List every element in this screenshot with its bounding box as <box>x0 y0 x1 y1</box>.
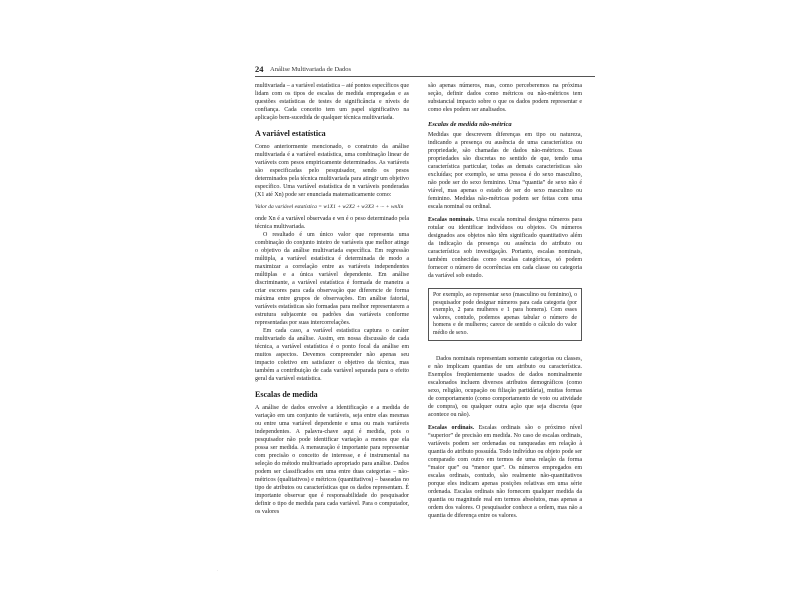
variate-paragraph-1: Como anteriormente mencionado, o construto da análise multivariada é a variável estatística, uma combinação linear de variáveis com pesos empiricamente determinados. As variáveis são especificadas pelo pesquisador, sendo os pesos determinados pela técnica multivariada para atingir um objetivo específico. Uma variável estatística de n variáveis ponderadas (X1 até Xn) pode ser enunciada matematicamente como: <box>255 144 409 198</box>
ordinal-text: Escalas ordinais são o próximo nível “superior” de precisão em medida. No caso de escalas ordinais, variáveis podem ser ordenadas ou ranqueadas em relação à quantia do atributo possuída. Todo indivíduo ou objeto pode ser comparado com outro em termos de uma relação da forma “maior que” ou “menor que”. Os números empregados em escalas ordinais, contudo, são realmente não-quantitativos porque eles indicam apenas posições relativas em uma série ordenada. Escalas ordinais não fornecem qualquer medida da quantia ou magnitude real em termos absolutos, mas apenas a ordem dos valores. O pesquisador conhece a ordem, mas não a quantia de diferença entre os valores. <box>428 425 582 519</box>
heading-nonmetric: Escalas de medida não-métrica <box>428 121 512 128</box>
scan-speck: . <box>217 567 218 572</box>
right-column <box>428 82 582 520</box>
running-title: Análise Multivariada de Dados <box>270 66 352 73</box>
intro-paragraph: multivariada – a variável estatística – até pontos específicos que lidam com os tipos de escalas de medida empregadas e as questões estatísticas de testes de significância e níveis de confiança. Cada conceito tem um papel significativo na aplicação bem-sucedida de qualquer técnica multivariada. <box>255 83 409 121</box>
nominal-label: Escalas nominais. <box>428 217 474 223</box>
page-number: 24 <box>255 64 264 74</box>
nominal-paragraph-2: Dados nominais representam somente categorias ou classes, e não implicam quantias de um atributo ou característica. Exemplos freqüentemente usados de dados nominalmente escalonados incluem diversos atributos demográficos (como sexo, religião, ocupação ou filiação partidária), muitas formas de comportamento (como comportamento de voto ou atividade de compra), ou qualquer outra ação que seja discreta (que acontece ou não). <box>428 356 582 418</box>
nonmetric-paragraph-1: Medidas que descrevem diferenças em tipo ou natureza, indicando a presença ou ausência de uma característica ou propriedade, são chamadas de dados não-métricos. Essas propriedades são discretas no sentido de que, tendo uma característica particular, todas as demais características são excluídas; por exemplo, se uma pessoa é do sexo masculino, não pode ser do sexo feminino. Uma “quantia” de sexo não é viável, mas apenas o estado de ser do sexo masculino ou feminino. Medidas não-métricas podem ser feitas com uma escala nominal ou ordinal. <box>428 132 582 210</box>
nominal-paragraph <box>428 216 582 280</box>
scales-paragraph-1: A análise de dados envolve a identificação e a medida de variação em um conjunto de variáveis, seja entre elas mesmas ou entre uma variável dependente e uma ou mais variáveis independentes. A palavra-chave aqui é medida, pois o pesquisador não pode identificar variação a menos que ela possa ser medida. A mensuração é importante para representar com precisão o conceito de interesse, e é instrumental na seleção do método multivariado apropriado para análise. Dados podem ser classificados em uma entre duas categorias – não-métricos (qualitativos) e métricos (quantitativos) – baseadas no tipo de atributos ou características que os dados representam. É importante observar que é responsabilidade do pesquisador definir o tipo de medida para cada variável. Para o computador, os valores <box>255 405 409 515</box>
variate-paragraph-3: O resultado é um único valor que representa uma combinação do conjunto inteiro de variáveis que melhor atinge o objetivo da análise multivariada específica. Em regressão múltipla, a variável estatística é determinada de modo a maximizar a correlação entre as variáveis independentes múltiplas e a única variável dependente. Em análise discriminante, a variável estatística é formada de maneira a criar escores para cada observação que diferencie de forma máxima entre grupos de observações. Em análise fatorial, variáveis estatísticas são formadas para melhor representarem a estrutura subjacente ou padrões das variáveis conforme representadas por suas intercorrelações. <box>255 232 409 326</box>
variate-formula: Valor da variável estatística = w1X1 + w2X2 + w3X3 + ··· + wnXn <box>255 204 404 210</box>
page-header <box>255 64 595 77</box>
variate-paragraph-2: onde Xn é a variável observada e wn é o peso determinado pela técnica multivariada. <box>255 216 409 230</box>
heading-variate: A variável estatística <box>255 129 326 138</box>
ordinal-paragraph <box>428 424 582 520</box>
nominal-text: Uma escala nominal designa números para rotular ou identificar indivíduos ou objetos. Os números designados aos objetos não têm significado quantitativo além da indicação da presença ou ausência do atributo ou característica sob investigação. Portanto, escalas nominais, também conhecidas como escalas categóricas, só podem fornecer o número de ocorrências em cada classe ou categoria da variável sob estudo. <box>428 217 583 279</box>
left-column <box>255 82 409 516</box>
heading-scales: Escalas de medida <box>255 390 318 399</box>
ordinal-label: Escalas ordinais. <box>428 425 475 431</box>
continued-paragraph: são apenas números, mas, como perceberemos na próxima seção, definir dados como métricos ou não-métricos tem substancial impacto sobre o que os dados podem representar e como eles podem ser analisados. <box>428 83 582 113</box>
example-box: Por exemplo, ao representar sexo (masculino ou feminino), o pesquisador pode designar números para cada categoria (por exemplo, 2 para mulheres e 1 para homens). Com esses valores, contudo, podemos apenas tabular o número de homens e de mulheres; carece de sentido o cálculo do valor médio de sexo. <box>428 288 582 341</box>
variate-paragraph-4: Em cada caso, a variável estatística captura o caráter multivariado da análise. Assim, em nossa discussão de cada técnica, a variável estatística é o ponto focal da análise em muitos aspectos. Devemos compreender não apenas seu impacto coletivo em satisfazer o objetivo da técnica, mas também a contribuição de cada variável separada para o efeito geral da variável estatística. <box>255 328 409 382</box>
